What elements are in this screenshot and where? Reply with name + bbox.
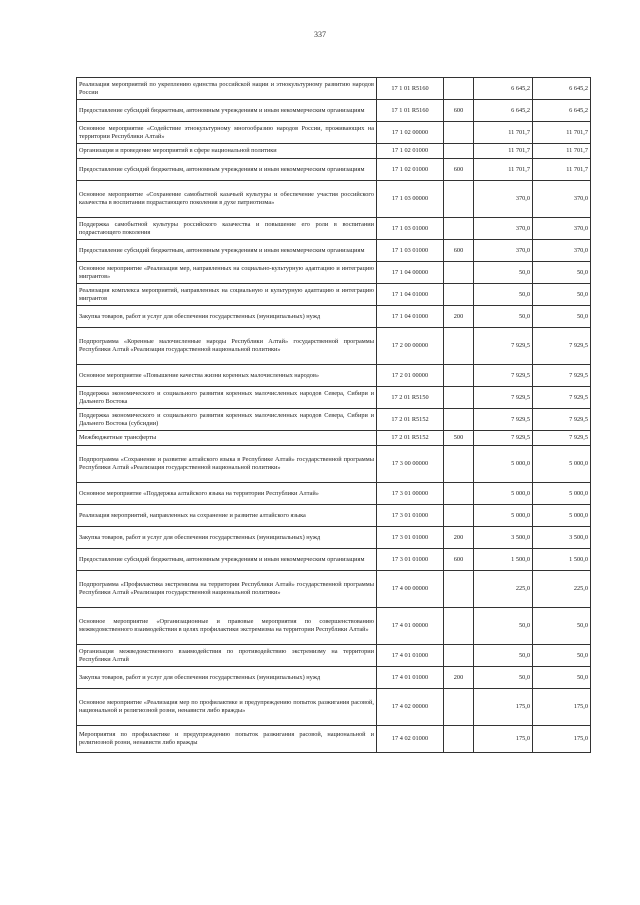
row-amount-1: 11 701,7 [474, 122, 533, 144]
row-name: Основное мероприятие «Организационные и правовые мероприятия по совершенствованию межведомственного взаимодействия в целях профилактики экстремизма на территории Республики Алтай» [77, 608, 377, 645]
row-amount-2: 50,0 [533, 608, 591, 645]
row-code: 17 1 03 00000 [377, 181, 444, 218]
row-amount-1: 7 929,5 [474, 365, 533, 387]
row-expense-type [444, 181, 474, 218]
row-name: Основное мероприятие «Содействие этнокультурному многообразию народов России, проживающих на территории Республики Алтай» [77, 122, 377, 144]
row-expense-type [444, 78, 474, 100]
row-amount-2: 7 929,5 [533, 387, 591, 409]
row-amount-1: 370,0 [474, 240, 533, 262]
table-row [77, 571, 591, 608]
table-row [77, 262, 591, 284]
row-expense-type [444, 645, 474, 667]
row-name: Подпрограмма «Профилактика экстремизма на территории Республики Алтай» государственной программы Республики Алтай «Реализация государственной национальной политики» [77, 571, 377, 608]
row-expense-type [444, 387, 474, 409]
table-row [77, 667, 591, 689]
row-name: Реализация мероприятий, направленных на сохранение и развитие алтайского языка [77, 505, 377, 527]
row-code: 17 4 01 00000 [377, 608, 444, 645]
row-code: 17 4 02 01000 [377, 726, 444, 753]
table-row [77, 122, 591, 144]
row-amount-1: 11 701,7 [474, 144, 533, 159]
row-amount-1: 50,0 [474, 306, 533, 328]
row-code: 17 1 03 01000 [377, 218, 444, 240]
row-amount-2: 6 645,2 [533, 100, 591, 122]
table-row [77, 144, 591, 159]
row-code: 17 1 01 R5160 [377, 78, 444, 100]
row-code: 17 4 01 01000 [377, 645, 444, 667]
row-amount-2: 11 701,7 [533, 122, 591, 144]
row-amount-1: 50,0 [474, 645, 533, 667]
table-row [77, 306, 591, 328]
row-code: 17 1 04 00000 [377, 262, 444, 284]
row-code: 17 2 01 R5152 [377, 409, 444, 431]
row-name: Реализация комплекса мероприятий, направленных на социальную и культурную адаптацию и интеграцию мигрантов [77, 284, 377, 306]
row-expense-type [444, 446, 474, 483]
row-expense-type [444, 122, 474, 144]
row-amount-1: 175,0 [474, 689, 533, 726]
row-amount-2: 370,0 [533, 240, 591, 262]
row-amount-1: 1 500,0 [474, 549, 533, 571]
row-expense-type [444, 571, 474, 608]
row-expense-type: 600 [444, 159, 474, 181]
row-amount-1: 6 645,2 [474, 100, 533, 122]
row-amount-2: 175,0 [533, 726, 591, 753]
row-name: Поддержка экономического и социального развития коренных малочисленных народов Севера, Сибири и Дальнего Востока (субсидии) [77, 409, 377, 431]
row-expense-type [444, 144, 474, 159]
row-amount-1: 5 000,0 [474, 505, 533, 527]
row-expense-type [444, 328, 474, 365]
row-amount-2: 6 645,2 [533, 78, 591, 100]
row-code: 17 2 01 R5150 [377, 387, 444, 409]
row-amount-2: 370,0 [533, 181, 591, 218]
row-name: Поддержка экономического и социального развития коренных малочисленных народов Севера, Сибири и Дальнего Востока [77, 387, 377, 409]
row-name: Предоставление субсидий бюджетным, автономным учреждениям и иным некоммерческим организациям [77, 100, 377, 122]
row-code: 17 2 01 R5152 [377, 431, 444, 446]
row-name: Основное мероприятие «Реализация мер по профилактике и предупреждению попыток разжигания расовой, национальной и религиозной розни, ненависти либо вражды» [77, 689, 377, 726]
row-name: Закупка товаров, работ и услуг для обеспечения государственных (муниципальных) нужд [77, 306, 377, 328]
row-expense-type [444, 689, 474, 726]
row-code: 17 1 02 01000 [377, 144, 444, 159]
table-row [77, 505, 591, 527]
row-name: Реализация мероприятий по укреплению единства российской нации и этнокультурному развитию народов России [77, 78, 377, 100]
row-amount-2: 3 500,0 [533, 527, 591, 549]
row-code: 17 1 04 01000 [377, 306, 444, 328]
row-name: Организация и проведение мероприятий в сфере национальной политики [77, 144, 377, 159]
row-name: Предоставление субсидий бюджетным, автономным учреждениям и иным некоммерческим организациям [77, 549, 377, 571]
table-row [77, 527, 591, 549]
row-code: 17 3 01 00000 [377, 483, 444, 505]
table-row [77, 181, 591, 218]
row-amount-1: 11 701,7 [474, 159, 533, 181]
row-amount-2: 5 000,0 [533, 505, 591, 527]
row-expense-type: 600 [444, 549, 474, 571]
row-amount-2: 7 929,5 [533, 365, 591, 387]
row-code: 17 2 00 00000 [377, 328, 444, 365]
table-row [77, 218, 591, 240]
row-amount-1: 50,0 [474, 284, 533, 306]
table-row [77, 328, 591, 365]
table-row [77, 726, 591, 753]
row-code: 17 2 01 00000 [377, 365, 444, 387]
row-amount-2: 370,0 [533, 218, 591, 240]
row-expense-type [444, 726, 474, 753]
budget-table [76, 77, 591, 753]
row-amount-2: 7 929,5 [533, 431, 591, 446]
table-row [77, 240, 591, 262]
row-expense-type [444, 409, 474, 431]
row-name: Основное мероприятие «Реализация мер, направленных на социально-культурную адаптацию и интеграцию мигрантов» [77, 262, 377, 284]
row-amount-1: 5 000,0 [474, 483, 533, 505]
row-code: 17 3 01 01000 [377, 505, 444, 527]
row-amount-1: 6 645,2 [474, 78, 533, 100]
row-name: Предоставление субсидий бюджетным, автономным учреждениям и иным некоммерческим организациям [77, 240, 377, 262]
row-amount-2: 50,0 [533, 645, 591, 667]
row-amount-1: 50,0 [474, 667, 533, 689]
row-amount-1: 370,0 [474, 181, 533, 218]
row-expense-type [444, 505, 474, 527]
row-name: Закупка товаров, работ и услуг для обеспечения государственных (муниципальных) нужд [77, 667, 377, 689]
table-row [77, 549, 591, 571]
row-expense-type [444, 262, 474, 284]
row-amount-1: 3 500,0 [474, 527, 533, 549]
row-amount-2: 1 500,0 [533, 549, 591, 571]
row-amount-2: 50,0 [533, 306, 591, 328]
row-amount-2: 5 000,0 [533, 446, 591, 483]
table-row [77, 387, 591, 409]
row-code: 17 4 00 00000 [377, 571, 444, 608]
row-name: Межбюджетные трансферты [77, 431, 377, 446]
row-amount-1: 225,0 [474, 571, 533, 608]
row-amount-1: 7 929,5 [474, 387, 533, 409]
table-row [77, 284, 591, 306]
table-row [77, 409, 591, 431]
page-number: 337 [314, 30, 326, 39]
row-amount-2: 175,0 [533, 689, 591, 726]
row-code: 17 1 01 R5160 [377, 100, 444, 122]
row-amount-2: 5 000,0 [533, 483, 591, 505]
row-amount-1: 5 000,0 [474, 446, 533, 483]
row-amount-2: 225,0 [533, 571, 591, 608]
table-row [77, 159, 591, 181]
row-amount-1: 7 929,5 [474, 409, 533, 431]
row-expense-type: 200 [444, 527, 474, 549]
table-row [77, 365, 591, 387]
row-expense-type: 600 [444, 240, 474, 262]
row-expense-type [444, 218, 474, 240]
table-row [77, 645, 591, 667]
row-name: Предоставление субсидий бюджетным, автономным учреждениям и иным некоммерческим организациям [77, 159, 377, 181]
row-expense-type [444, 284, 474, 306]
row-amount-2: 7 929,5 [533, 328, 591, 365]
table-row [77, 78, 591, 100]
row-code: 17 1 02 00000 [377, 122, 444, 144]
row-name: Организация межведомственного взаимодействия по противодействию экстремизму на территории Республики Алтай [77, 645, 377, 667]
table-row [77, 689, 591, 726]
row-expense-type: 200 [444, 667, 474, 689]
row-amount-1: 50,0 [474, 262, 533, 284]
row-name: Мероприятия по профилактике и предупреждению попыток разжигания расовой, национальной и религиозной розни, ненависти либо вражды [77, 726, 377, 753]
row-name: Закупка товаров, работ и услуг для обеспечения государственных (муниципальных) нужд [77, 527, 377, 549]
row-code: 17 1 02 01000 [377, 159, 444, 181]
table-row [77, 608, 591, 645]
table-row [77, 483, 591, 505]
row-code: 17 4 01 01000 [377, 667, 444, 689]
row-name: Основное мероприятие «Повышение качества жизни коренных малочисленных народов» [77, 365, 377, 387]
row-amount-1: 50,0 [474, 608, 533, 645]
row-code: 17 3 01 01000 [377, 527, 444, 549]
row-amount-2: 50,0 [533, 667, 591, 689]
row-code: 17 3 01 01000 [377, 549, 444, 571]
row-amount-2: 50,0 [533, 262, 591, 284]
row-code: 17 3 00 00000 [377, 446, 444, 483]
row-name: Подпрограмма «Сохранение и развитие алтайского языка в Республике Алтай» государственной программы Республики Алтай «Реализация государственной национальной политики» [77, 446, 377, 483]
row-amount-2: 7 929,5 [533, 409, 591, 431]
row-expense-type: 600 [444, 100, 474, 122]
row-expense-type: 200 [444, 306, 474, 328]
row-code: 17 1 04 01000 [377, 284, 444, 306]
table-row [77, 100, 591, 122]
row-code: 17 4 02 00000 [377, 689, 444, 726]
row-amount-1: 7 929,5 [474, 328, 533, 365]
row-name: Основное мероприятие «Поддержка алтайского языка на территории Республики Алтай» [77, 483, 377, 505]
row-expense-type [444, 365, 474, 387]
row-name: Подпрограмма «Коренные малочисленные народы Республики Алтай» государственной программы Республики Алтай «Реализация государственной национальной политики» [77, 328, 377, 365]
row-expense-type: 500 [444, 431, 474, 446]
row-amount-2: 11 701,7 [533, 144, 591, 159]
row-amount-2: 50,0 [533, 284, 591, 306]
row-expense-type [444, 483, 474, 505]
table-row [77, 431, 591, 446]
row-code: 17 1 03 01000 [377, 240, 444, 262]
row-name: Основное мероприятие «Сохранение самобытной казачьей культуры и обеспечение участия российского казачества в воспитании подрастающего поколения в духе патриотизма» [77, 181, 377, 218]
row-expense-type [444, 608, 474, 645]
row-name: Поддержка самобытной культуры российского казачества и повышение его роли в воспитании подрастающего поколения [77, 218, 377, 240]
row-amount-1: 370,0 [474, 218, 533, 240]
table-row [77, 446, 591, 483]
row-amount-2: 11 701,7 [533, 159, 591, 181]
row-amount-1: 175,0 [474, 726, 533, 753]
row-amount-1: 7 929,5 [474, 431, 533, 446]
